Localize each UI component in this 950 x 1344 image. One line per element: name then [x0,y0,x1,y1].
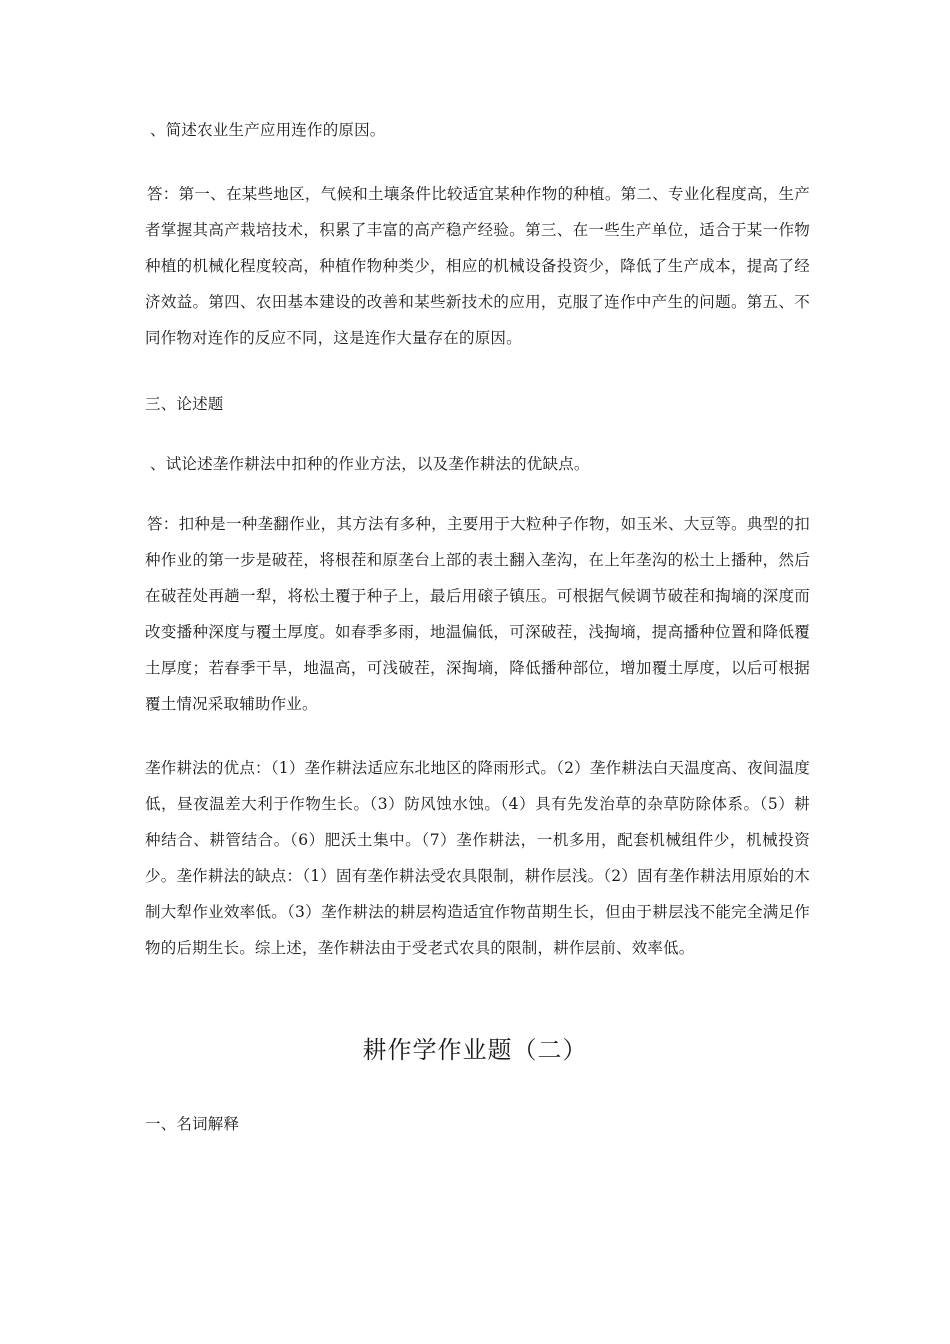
question-1-answer: 答：第一、在某些地区，气候和土壤条件比较适宜某种作物的种植。第二、专业化程度高，生产者掌握其高产栽培技术，积累了丰富的高产稳产经验。第三、在一些生产单位，适合于某一作物种植的机械化程度较高，种植作物种类少，相应的机械设备投资少，降低了生产成本，提高了经济效益。第四、农田基本建设的改善和某些新技术的应用，克服了连作中产生的问题。第五、不同作物对连作的反应不同，这是连作大量存在的原因。 [145,185,810,347]
pros-cons-paragraph: 垄作耕法的优点：（1）垄作耕法适应东北地区的降雨形式。（2）垄作耕法白天温度高、夜间温度低，昼夜温差大利于作物生长。（3）防风蚀水蚀。（4）具有先发治草的杂草防除体系。（5）耕种结合、耕管结合。（6）肥沃土集中。（7）垄作耕法，一机多用，配套机械组件少，机械投资少。垄作耕法的缺点：（1）固有垄作耕法受农具限制，耕作层浅。（2）固有垄作耕法用原始的木制大犁作业效率低。（3）垄作耕法的耕层构造适宜作物苗期生长，但由于耕层浅不能完全满足作物的后期生长。综上述，垄作耕法由于受老式农具的限制，耕作层前、效率低。 [145,759,810,957]
section-3-heading: 三、论述题 [145,395,224,413]
question-2-title: 、试论述垄作耕法中扣种的作业方法，以及垄作耕法的优缺点。 [150,455,590,473]
section-1-heading: 一、名词解释 [145,1115,240,1133]
question-2-answer: 答：扣种是一种垄翻作业，其方法有多种，主要用于大粒种子作物，如玉米、大豆等。典型的扣种作业的第一步是破茬，将根茬和原垄台上部的表土翻入垄沟，在上年垄沟的松土上播种，然后在破茬处再趟一犁，将松土覆于种子上，最后用磙子镇压。可根据气候调节破茬和掏墒的深度而改变播种深度与覆土厚度。如春季多雨，地温偏低，可深破茬，浅掏墒，提高播种位置和降低覆土厚度；若春季干旱，地温高，可浅破茬，深掏墒，降低播种部位，增加覆土厚度，以后可根据覆土情况采取辅助作业。 [145,515,810,713]
question-1-title: 、简述农业生产应用连作的原因。 [150,121,386,139]
document-title: 耕作学作业题（二） [362,1036,588,1064]
